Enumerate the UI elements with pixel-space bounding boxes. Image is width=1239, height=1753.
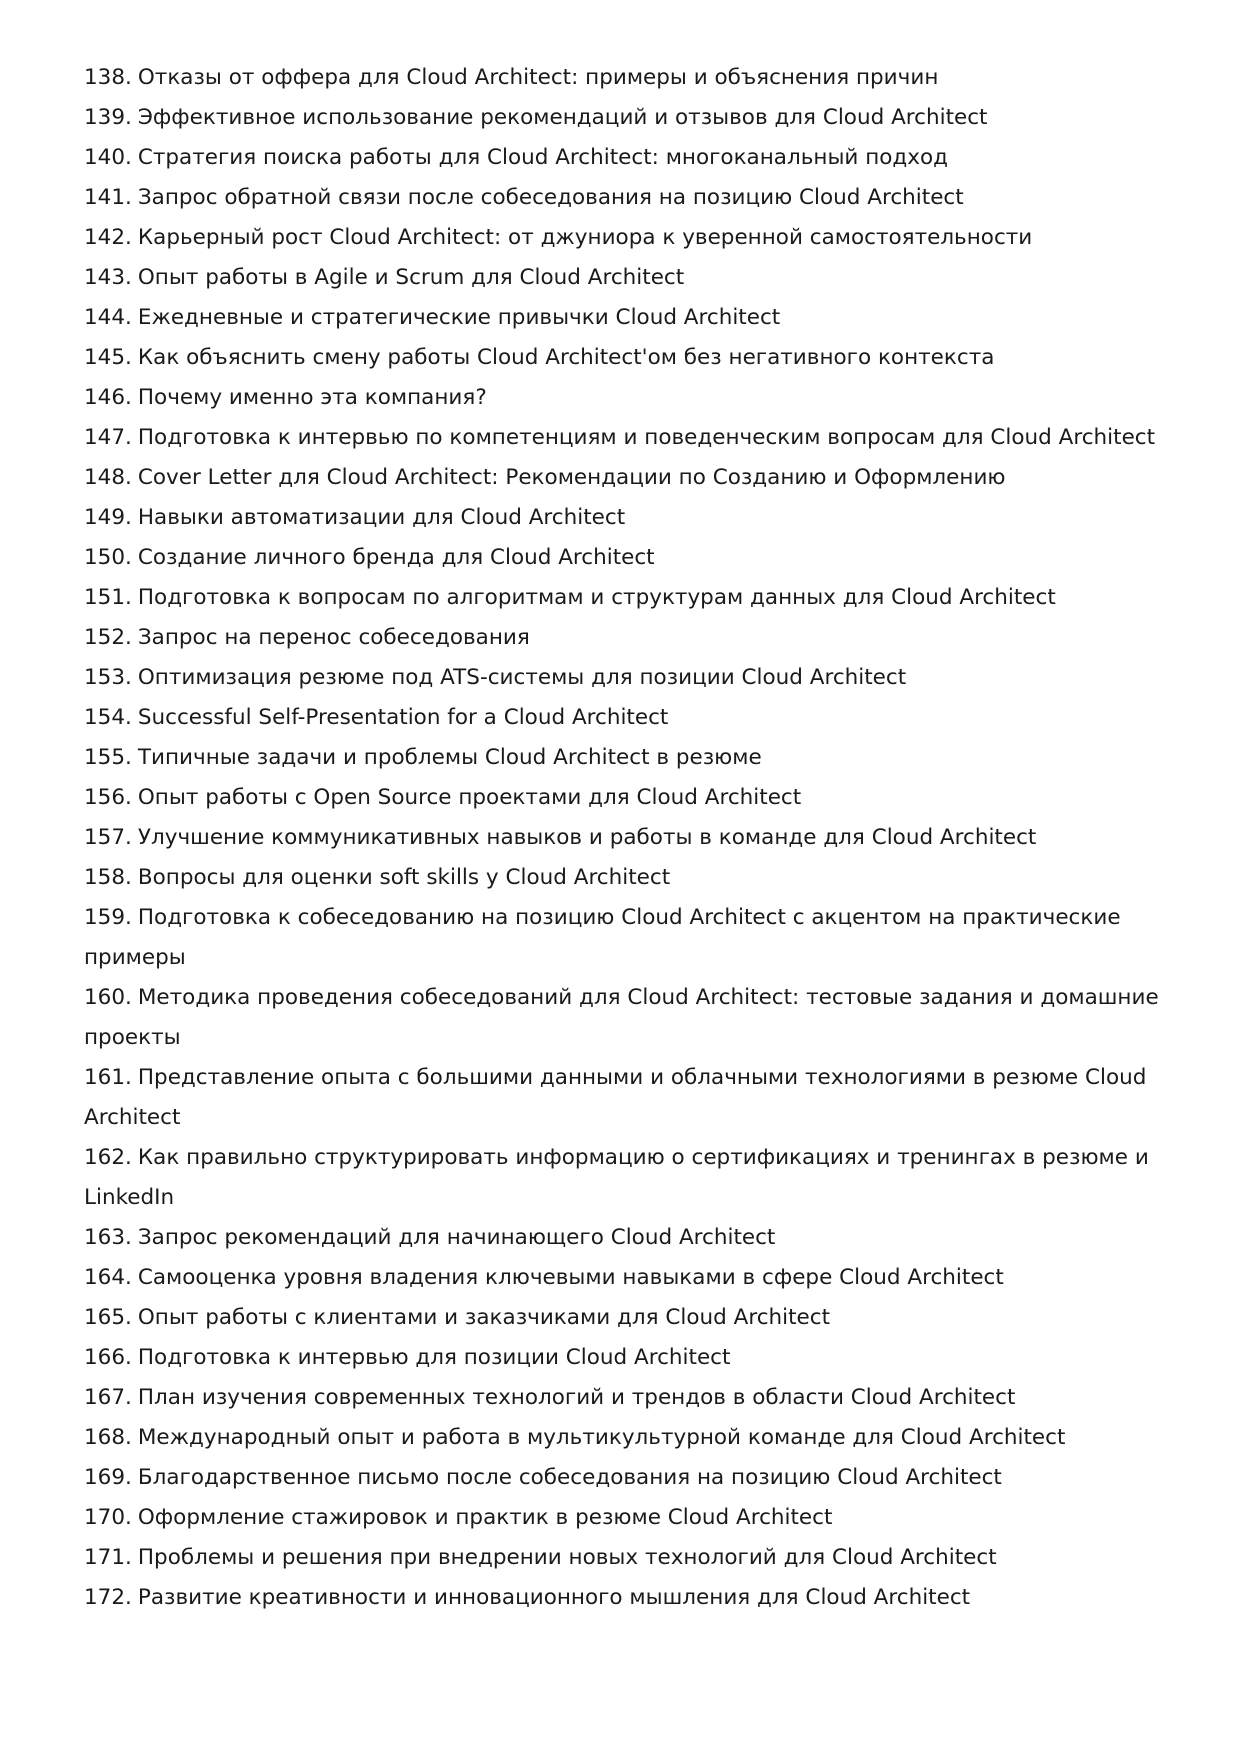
item-text: Запрос обратной связи после собеседования на позицию Cloud Architect: [137, 185, 964, 210]
list-item: [84, 978, 1169, 1058]
item-number: 165.: [84, 1305, 132, 1330]
item-text: Отказы от оффера для Cloud Architect: примеры и объяснения причин: [137, 65, 939, 90]
item-number: 170.: [84, 1505, 132, 1530]
list-item: [84, 1418, 1169, 1458]
list-item: [84, 1378, 1169, 1418]
item-text: Ежедневные и стратегические привычки Cloud Architect: [137, 305, 781, 330]
item-text: Подготовка к интервью по компетенциям и поведенческим вопросам для Cloud Architect: [137, 425, 1156, 450]
item-number: 154.: [84, 705, 132, 730]
item-text: Развитие креативности и инновационного мышления для Cloud Architect: [137, 1585, 971, 1610]
list-item: [84, 698, 1169, 738]
item-text: Опыт работы в Agile и Scrum для Cloud Architect: [137, 265, 685, 290]
item-text: Подготовка к собеседованию на позицию Cloud Architect с акцентом на практические примеры: [84, 905, 1121, 970]
item-text: Запрос на перенос собеседования: [137, 625, 530, 650]
item-number: 141.: [84, 185, 132, 210]
item-number: 150.: [84, 545, 132, 570]
list-item: [84, 1458, 1169, 1498]
list-item: [84, 458, 1169, 498]
item-text: План изучения современных технологий и трендов в области Cloud Architect: [137, 1385, 1016, 1410]
list-item: [84, 1138, 1169, 1218]
item-number: 161.: [84, 1065, 132, 1090]
item-text: Опыт работы с Open Source проектами для Cloud Architect: [137, 785, 802, 810]
list-item: [84, 98, 1169, 138]
item-text: Запрос рекомендаций для начинающего Cloud Architect: [137, 1225, 776, 1250]
item-number: 163.: [84, 1225, 132, 1250]
item-text: Как объяснить смену работы Cloud Architect'ом без негативного контекста: [137, 345, 995, 370]
item-number: 140.: [84, 145, 132, 170]
list-item: [84, 1298, 1169, 1338]
item-text: Оформление стажировок и практик в резюме Cloud Architect: [137, 1505, 833, 1530]
item-text: Cover Letter для Cloud Architect: Рекомендации по Созданию и Оформлению: [137, 465, 1006, 490]
document-page: [84, 58, 1169, 1618]
item-number: 168.: [84, 1425, 132, 1450]
list-item: [84, 1578, 1169, 1618]
list-item: [84, 658, 1169, 698]
list-item: [84, 818, 1169, 858]
item-number: 148.: [84, 465, 132, 490]
item-number: 159.: [84, 905, 132, 930]
item-number: 153.: [84, 665, 132, 690]
item-number: 147.: [84, 425, 132, 450]
item-number: 144.: [84, 305, 132, 330]
item-number: 172.: [84, 1585, 132, 1610]
item-number: 171.: [84, 1545, 132, 1570]
item-text: Международный опыт и работа в мультикультурной команде для Cloud Architect: [137, 1425, 1066, 1450]
item-number: 146.: [84, 385, 132, 410]
list-item: [84, 298, 1169, 338]
item-text: Навыки автоматизации для Cloud Architect: [137, 505, 626, 530]
list-item: [84, 1338, 1169, 1378]
item-number: 162.: [84, 1145, 132, 1170]
item-text: Методика проведения собеседований для Cloud Architect: тестовые задания и домашние проекты: [84, 985, 1159, 1050]
item-number: 160.: [84, 985, 132, 1010]
item-text: Карьерный рост Cloud Architect: от джуниора к уверенной самостоятельности: [137, 225, 1033, 250]
list-item: [84, 338, 1169, 378]
item-number: 149.: [84, 505, 132, 530]
list-item: [84, 1538, 1169, 1578]
item-text: Улучшение коммуникативных навыков и работы в команде для Cloud Architect: [137, 825, 1037, 850]
list-item: [84, 618, 1169, 658]
item-number: 156.: [84, 785, 132, 810]
item-number: 155.: [84, 745, 132, 770]
item-text: Successful Self-Presentation for a Cloud Architect: [137, 705, 669, 730]
list-item: [84, 778, 1169, 818]
item-number: 164.: [84, 1265, 132, 1290]
item-text: Оптимизация резюме под ATS-системы для позиции Cloud Architect: [137, 665, 907, 690]
item-text: Опыт работы с клиентами и заказчиками для Cloud Architect: [137, 1305, 831, 1330]
list-item: [84, 738, 1169, 778]
item-text: Вопросы для оценки soft skills у Cloud Architect: [137, 865, 671, 890]
item-text: Подготовка к вопросам по алгоритмам и структурам данных для Cloud Architect: [137, 585, 1056, 610]
item-number: 169.: [84, 1465, 132, 1490]
item-number: 139.: [84, 105, 132, 130]
item-number: 142.: [84, 225, 132, 250]
list-item: [84, 1058, 1169, 1138]
item-text: Почему именно эта компания?: [137, 385, 487, 410]
item-number: 166.: [84, 1345, 132, 1370]
item-text: Стратегия поиска работы для Cloud Architect: многоканальный подход: [137, 145, 949, 170]
item-text: Эффективное использование рекомендаций и отзывов для Cloud Architect: [137, 105, 988, 130]
list-item: [84, 418, 1169, 458]
item-text: Самооценка уровня владения ключевыми навыками в сфере Cloud Architect: [137, 1265, 1004, 1290]
list-item: [84, 378, 1169, 418]
item-text: Создание личного бренда для Cloud Architect: [137, 545, 655, 570]
item-number: 152.: [84, 625, 132, 650]
item-text: Типичные задачи и проблемы Cloud Architect в резюме: [137, 745, 762, 770]
item-number: 157.: [84, 825, 132, 850]
item-number: 158.: [84, 865, 132, 890]
list-item: [84, 578, 1169, 618]
item-text: Представление опыта с большими данными и облачными технологиями в резюме Cloud Architect: [84, 1065, 1147, 1130]
item-number: 167.: [84, 1385, 132, 1410]
list-item: [84, 898, 1169, 978]
list-item: [84, 538, 1169, 578]
list-item: [84, 178, 1169, 218]
item-number: 138.: [84, 65, 132, 90]
item-text: Подготовка к интервью для позиции Cloud Architect: [137, 1345, 731, 1370]
item-number: 145.: [84, 345, 132, 370]
list-item: [84, 498, 1169, 538]
list-item: [84, 138, 1169, 178]
list-item: [84, 258, 1169, 298]
item-text: Как правильно структурировать информацию о сертификациях и тренингах в резюме и LinkedIn: [84, 1145, 1149, 1210]
list-item: [84, 1498, 1169, 1538]
item-number: 143.: [84, 265, 132, 290]
item-number: 151.: [84, 585, 132, 610]
item-text: Благодарственное письмо после собеседования на позицию Cloud Architect: [137, 1465, 1002, 1490]
list-item: [84, 218, 1169, 258]
list-item: [84, 58, 1169, 98]
list-item: [84, 1218, 1169, 1258]
item-text: Проблемы и решения при внедрении новых технологий для Cloud Architect: [137, 1545, 997, 1570]
list-item: [84, 1258, 1169, 1298]
list-item: [84, 858, 1169, 898]
